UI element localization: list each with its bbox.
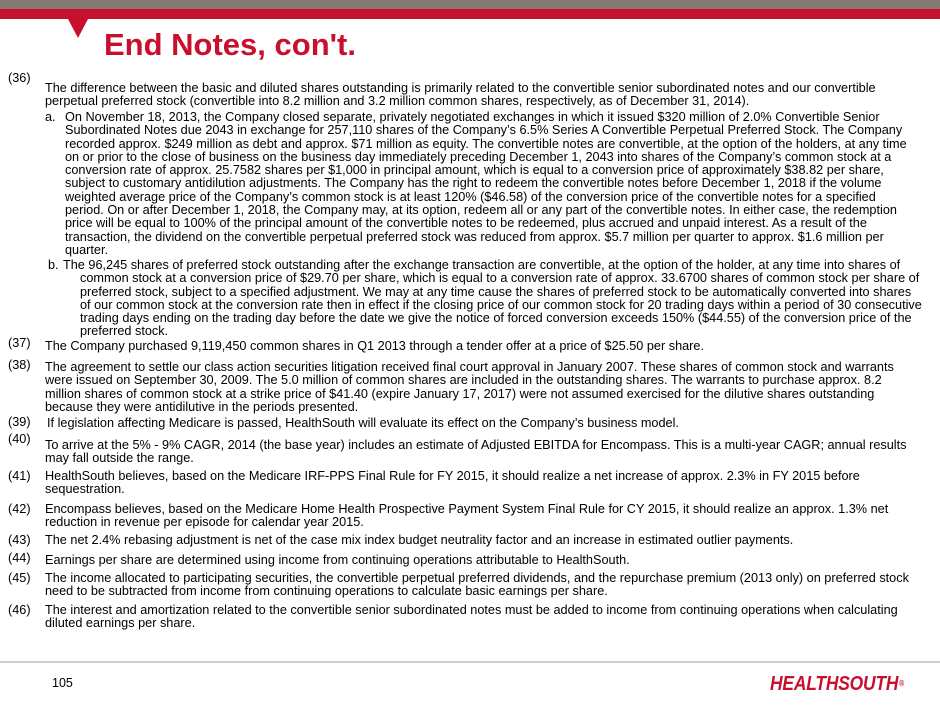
end-note-line: recorded approx. $249 million as debt and approx. $71 million as equity. The convertible notes are convertible, at the option of the holders, at any time (65, 136, 907, 151)
healthsouth-logo (770, 674, 904, 694)
end-note-line: On November 18, 2013, the Company closed separate, privately negotiated exchanges in which it issued $320 million of 2.0% Convertible Senior (65, 110, 880, 124)
header-triangle-marker (68, 19, 88, 38)
page-number: 105 (52, 676, 73, 690)
end-note-46-text (45, 604, 898, 631)
slide-title: End Notes, con't. (104, 27, 356, 62)
end-note-36b-text (63, 258, 922, 339)
end-note-40-text (45, 439, 907, 466)
end-note-line: The interest and amortization related to the convertible senior subordinated notes must be added to income from continuing operations when calculating (45, 603, 898, 617)
end-note-line: If legislation affecting Medicare is passed, HealthSouth will evaluate its effect on the Company’s business model. (47, 416, 679, 430)
end-note-line: sequestration. (45, 482, 125, 497)
end-note-line: The Company purchased 9,119,450 common shares in Q1 2013 through a tender offer at a price of $25.50 per share. (45, 339, 704, 353)
end-note-line: The net 2.4% rebasing adjustment is net of the case mix index budget neutrality factor and an increase in estimated outlier payments. (45, 533, 794, 547)
end-note-42-number: (42) (8, 502, 31, 516)
end-note-36-number: (36) (8, 71, 31, 85)
end-note-line: diluted earnings per share. (45, 616, 196, 631)
end-note-line: weighted average price of the Company’s common stock is at least 120% ($46.58) of the conversion price of the convertible notes for a specified (65, 189, 876, 204)
end-note-line: perpetual preferred stock (convertible into 8.2 million and 3.2 million common shares, respectively, as of December 31, 2014). (45, 94, 750, 109)
end-note-39-text (47, 417, 679, 430)
end-note-line: Earnings per share are determined using income from continuing operations attributable to HealthSouth. (45, 553, 630, 567)
header-red-band (0, 9, 940, 19)
end-note-43-number: (43) (8, 533, 31, 547)
end-note-line: Encompass believes, based on the Medicare Home Health Prospective Payment System Final Rule for CY 2015, it should realize an approx. 1.3% net (45, 502, 889, 516)
end-note-45-text (45, 572, 909, 599)
end-note-line: reduction in revenue per episode for calendar year 2015. (45, 515, 364, 530)
end-note-line: quarter. (65, 242, 109, 257)
end-note-line: The agreement to settle our class action securities litigation received final court approval in January 2007. These shares of common stock and warrants (45, 360, 894, 374)
end-note-42-text (45, 503, 888, 530)
end-note-line: Subordinated Notes due 2043 in exchange for 257,110 shares of the Company’s 6.5% Series A Convertible Perpetual Preferred Stock. The Company (65, 123, 903, 138)
end-note-36b-label: b. (48, 258, 59, 272)
end-note-45-number: (45) (8, 571, 31, 585)
end-note-line: common stock at a conversion price of $29.70 per share, which is equal to a conversion rate of approx. 33.6700 shares of common stock per share of (80, 271, 920, 286)
end-note-41-number: (41) (8, 469, 31, 483)
end-note-line: million shares of common stock at a strike price of $41.40 (expire January 17, 2017) were not assumed exercised for the dilutive shares outstanding (45, 386, 875, 401)
end-note-line: trading days ending on the trading day before the date we give the notice of forced conversion exceeds 150% ($44.55) of the conversion price of the (80, 311, 912, 326)
end-note-43-text (45, 534, 793, 547)
end-note-36a-text (65, 111, 907, 257)
end-note-line: on or prior to the close of business on the business day immediately preceding December 1, 2043 into shares of the Company’s common stock at a (65, 149, 892, 164)
end-note-line: of our common stock at the conversion rate then in effect if the closing price of our common stock for 20 trading days within a period of 30 consecutive (80, 297, 922, 312)
end-note-line: conversion rate of approx. 25.7582 shares per $1,000 in principal amount, which is equal to a conversion price of approximately $38.82 per share, (65, 163, 884, 178)
registered-mark-icon: ® (899, 679, 905, 688)
end-note-line: The 96,245 shares of preferred stock outstanding after the exchange transaction are convertible, at the option of the holder, at any time into shares of (63, 258, 901, 272)
end-note-line: period. On or after December 1, 2018, the Company may, at its option, redeem all or any part of the convertible notes. In either case, the redemption (65, 203, 897, 218)
end-note-line: The difference between the basic and diluted shares outstanding is primarily related to the convertible senior subordinated notes and our convertible (45, 81, 876, 95)
end-note-line: preferred stock. (80, 324, 169, 339)
end-note-38-number: (38) (8, 358, 31, 372)
end-note-40-number: (40) (8, 432, 31, 446)
end-note-37-number: (37) (8, 336, 31, 350)
header-gray-band (0, 0, 940, 9)
end-note-line: may fall outside the range. (45, 451, 194, 466)
end-note-37-text (45, 340, 704, 353)
end-note-44-text (45, 554, 630, 567)
logo-text: HEALTHSOUTH (770, 673, 899, 695)
end-note-36-text (45, 82, 876, 109)
end-note-39-number: (39) (8, 415, 31, 429)
end-note-line: HealthSouth believes, based on the Medicare IRF-PPS Final Rule for FY 2015, it should realize a net increase of approx. 2.3% in FY 2015 before (45, 469, 860, 483)
end-note-36a-label: a. (45, 110, 56, 124)
end-note-line: need to be subtracted from income from continuing operations to calculate basic earnings per share. (45, 584, 608, 599)
end-note-38-text (45, 361, 894, 414)
end-note-line: because they were antidilutive in the periods presented. (45, 399, 359, 414)
end-note-line: To arrive at the 5% - 9% CAGR, 2014 (the base year) includes an estimate of Adjusted EBITDA for Encompass. This is a multi-year CAGR; annual results (45, 438, 907, 452)
end-note-line: preferred stock, subject to a specified adjustment. We may at any time cause the shares of preferred stock to be automatically converted into shares (80, 284, 912, 299)
end-note-line: were issued on September 30, 2009. The 5.0 million of common shares are included in the outstanding shares. The warrants to purchase approx. 8.2 (45, 373, 882, 388)
end-note-line: price will be equal to 100% of the principal amount of the convertible notes to be redeemed, plus accrued and unpaid interest. As a result of the (65, 216, 867, 231)
end-note-46-number: (46) (8, 603, 31, 617)
end-note-41-text (45, 470, 860, 497)
end-note-line: The income allocated to participating securities, the convertible perpetual preferred dividends, and the repurchase premium (2013 only) on preferred stock (45, 571, 909, 585)
end-note-line: subject to customary antidilution adjustments. The Company has the right to redeem the convertible notes before December 1, 2018 if the volume (65, 176, 882, 191)
end-note-line: transaction, the dividend on the convertible perpetual preferred stock was reduced from approx. $5.7 million per quarter to approx. $1.6 million per (65, 229, 884, 244)
end-note-44-number: (44) (8, 551, 31, 565)
footer-divider (0, 661, 940, 663)
